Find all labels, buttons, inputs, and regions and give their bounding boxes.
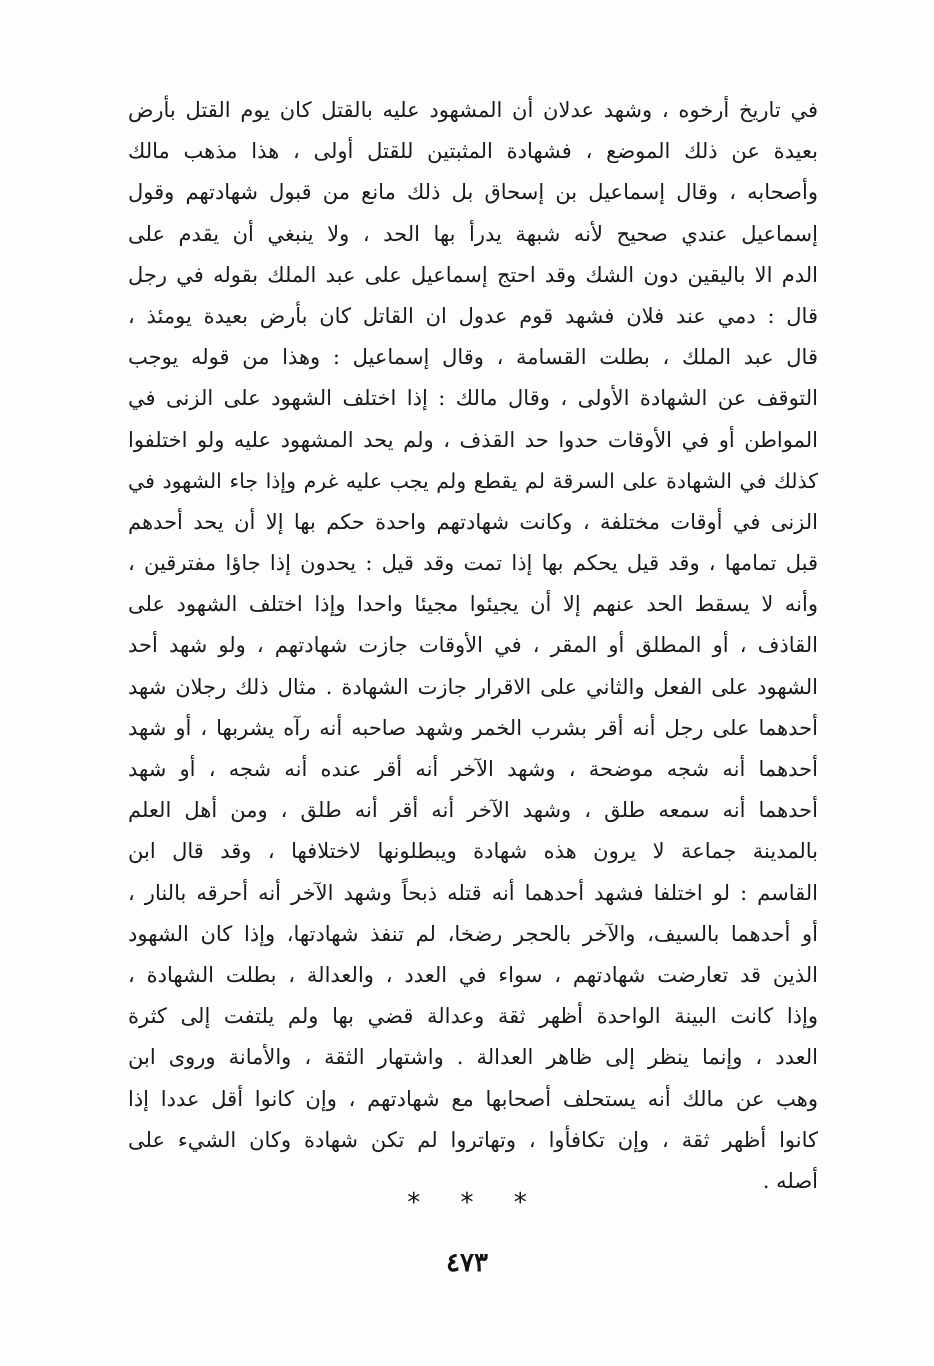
text-line: أحدهما أنه سمعه طلق ، وشهد الآخر أنه أقر أنه طلق ، ومن أهل العلم — [128, 798, 818, 823]
text-line: التوقف عن الشهادة الأولى ، وقال مالك : إذا اختلف الشهود على الزنى في — [128, 386, 818, 411]
text-line: قال عبد الملك ، بطلت القسامة ، وقال إسماعيل : وهذا من قوله يوجب — [128, 345, 818, 370]
body-text — [128, 90, 818, 1202]
text-line: وإذا كانت البينة الواحدة أظهر ثقة وعدالة قضي بها ولم يلتفت إلى كثرة — [128, 1004, 818, 1029]
asterisk-icon: * — [407, 1188, 421, 1218]
text-line: وهب عن مالك أنه يستحلف أصحابها مع شهادتهم ، وإن كانوا أقل عددا إذا — [128, 1086, 818, 1111]
text-line: الذين قد تعارضت شهادتهم ، سواء في العدد ، والعدالة ، بطلت الشهادة ، — [128, 962, 818, 987]
text-line: قبل تمامها ، وقد قيل يحكم بها إذا تمت وقد قيل : يحدون إذا جاؤا مفترقين ، — [128, 551, 818, 576]
text-line: في تاريخ أرخوه ، وشهد عدلان أن المشهود عليه بالقتل كان يوم القتل بأرض — [128, 98, 818, 122]
text-line: كانوا أظهر ثقة ، وإن تكافأوا ، وتهاتروا لم تكن شهادة وكان الشيء على — [128, 1127, 818, 1152]
text-line: الشهود على الفعل والثاني على الاقرار جازت الشهادة . مثال ذلك رجلان شهد — [128, 674, 818, 699]
text-line: العدد ، وإنما ينظر إلى ظاهر العدالة . واشتهار الثقة ، والأمانة وروى ابن — [128, 1045, 818, 1070]
text-line: قال : دمي عند فلان فشهد قوم عدول ان القاتل كان بأرض بعيدة يومئذ ، — [128, 303, 818, 328]
asterisk-icon: * — [513, 1188, 527, 1218]
text-line: أو أحدهما بالسيف، والآخر بالحجر رضخا، لم تنفذ شهادتها، وإذا كان الشهود — [128, 921, 818, 946]
text-line: الدم الا باليقين دون الشك وقد احتج إسماعيل على عبد الملك بقوله في رجل — [128, 262, 818, 287]
text-line-last: أصله . — [762, 1168, 818, 1193]
text-line: بالمدينة جماعة لا يرون هذه شهادة ويبطلونها لاختلافها ، وقد قال ابن — [128, 839, 818, 864]
text-line: وأصحابه ، وقال إسماعيل بن إسحاق بل ذلك مانع من قبول شهادتهم وقول — [128, 180, 818, 205]
text-line: القاذف ، أو المطلق أو المقر ، في الأوقات جازت شهادتهم ، ولو شهد أحد — [128, 633, 818, 658]
text-line: أحدهما أنه شجه موضحة ، وشهد الآخر أنه أقر عنده أنه شجه ، أو شهد — [128, 757, 818, 781]
section-separator — [0, 1188, 934, 1218]
text-line: كذلك في الشهادة على السرقة لم يقطع ولم يجب عليه غرم وإذا جاء الشهود في — [128, 468, 818, 493]
page-number: ٤٧٣ — [446, 1248, 488, 1278]
text-line: وأنه لا يسقط الحد عنهم إلا أن يجيئوا مجيئا واحدا وإذا اختلف الشهود على — [128, 592, 818, 617]
text-line: الزنى في أوقات مختلفة ، وكانت شهادتهم واحدة حكم بها إلا أن يحد أحدهم — [128, 509, 818, 534]
text-line: القاسم : لو اختلفا فشهد أحدهما أنه قتله ذبحاً وشهد الآخر أنه أحرقه بالنار ، — [128, 880, 818, 905]
text-line: أحدهما على رجل أنه أقر بشرب الخمر وشهد صاحبه أنه رآه يشربها ، أو شهد — [128, 715, 818, 740]
text-line: إسماعيل عندي صحيح لأنه شبهة يدرأ بها الحد ، ولا ينبغي أن يقدم على — [128, 221, 818, 246]
text-line: بعيدة عن ذلك الموضع ، فشهادة المثبتين للقتل أولى ، هذا مذهب مالك — [128, 139, 818, 164]
asterisk-icon: * — [460, 1188, 474, 1218]
text-line: المواطن أو في الأوقات حدوا حد القذف ، ولم يحد المشهود عليه ولو اختلفوا — [128, 427, 818, 452]
